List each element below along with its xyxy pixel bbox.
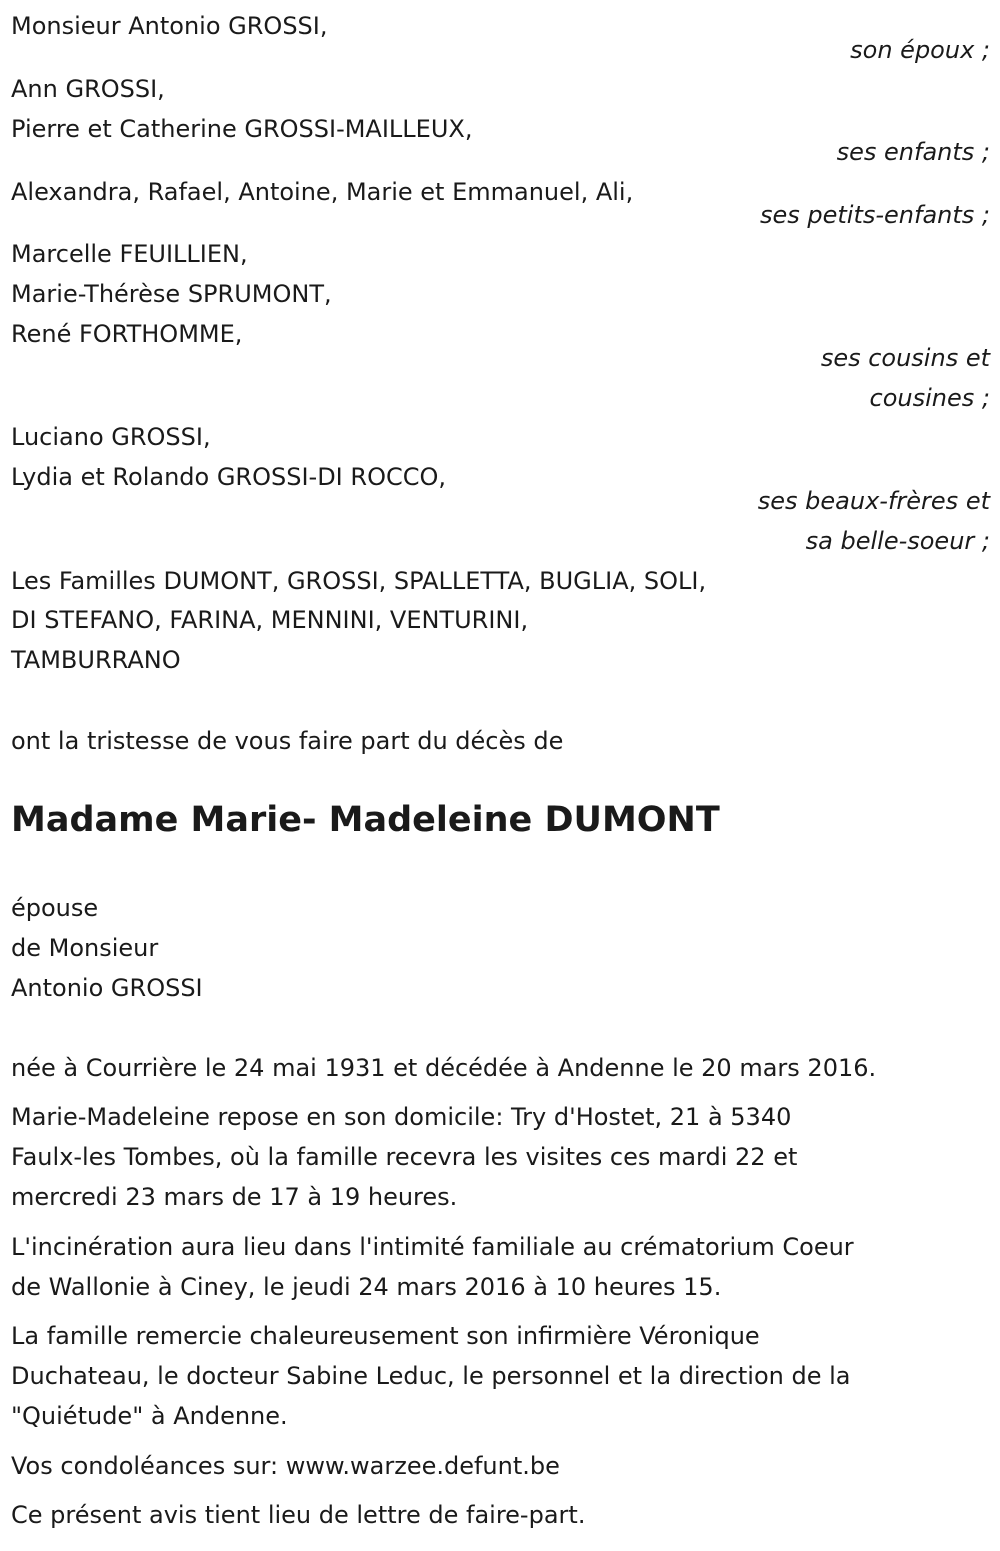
in-laws-role: sa belle-soeur ;	[805, 527, 990, 555]
grandchildren-role: ses petits-enfants ;	[759, 201, 990, 229]
cremation-text: de Wallonie à Ciney, le jeudi 24 mars 2016 à 10 heures 15.	[11, 1273, 722, 1301]
cousins-role: cousines ;	[869, 384, 990, 412]
families-line: TAMBURRANO	[11, 646, 181, 674]
announcement-text: ont la tristesse de vous faire part du décès de	[11, 727, 564, 755]
spouse-role: son époux ;	[850, 36, 990, 64]
in-laws-role: ses beaux-frères et	[757, 487, 990, 515]
child-name: Pierre et Catherine GROSSI-MAILLEUX,	[11, 115, 473, 143]
cousin-name: Marie-Thérèse SPRUMONT,	[11, 280, 332, 308]
in-law-name: Lydia et Rolando GROSSI-DI ROCCO,	[11, 463, 446, 491]
thanks-text: "Quiétude" à Andenne.	[11, 1402, 288, 1430]
thanks-text: La famille remercie chaleureusement son infirmière Véronique	[11, 1322, 760, 1350]
cremation-text: L'incinération aura lieu dans l'intimité familiale au crématorium Coeur	[11, 1233, 854, 1261]
thanks-text: Duchateau, le docteur Sabine Leduc, le personnel et la direction de la	[11, 1362, 851, 1390]
deceased-name: Madame Marie- Madeleine DUMONT	[11, 800, 720, 840]
condolences-text: Vos condoléances sur: www.warzee.defunt.be	[11, 1452, 560, 1480]
families-line: Les Familles DUMONT, GROSSI, SPALLETTA, BUGLIA, SOLI,	[11, 567, 707, 595]
cousin-name: René FORTHOMME,	[11, 320, 243, 348]
visitation-text: Faulx-les Tombes, où la famille recevra les visites ces mardi 22 et	[11, 1143, 798, 1171]
cousins-role: ses cousins et	[820, 344, 990, 372]
birth-death-text: née à Courrière le 24 mai 1931 et décédée à Andenne le 20 mars 2016.	[11, 1054, 877, 1082]
child-name: Ann GROSSI,	[11, 75, 165, 103]
children-role: ses enfants ;	[836, 138, 990, 166]
spouse-of-line: épouse	[11, 894, 99, 922]
cousin-name: Marcelle FEUILLIEN,	[11, 240, 248, 268]
in-law-name: Luciano GROSSI,	[11, 423, 211, 451]
spouse-name: Monsieur Antonio GROSSI,	[11, 12, 328, 40]
visitation-text: Marie-Madeleine repose en son domicile: Try d'Hostet, 21 à 5340	[11, 1103, 792, 1131]
closing-text: Ce présent avis tient lieu de lettre de faire-part.	[11, 1501, 586, 1529]
visitation-text: mercredi 23 mars de 17 à 19 heures.	[11, 1183, 458, 1211]
spouse-of-line: Antonio GROSSI	[11, 974, 203, 1002]
families-line: DI STEFANO, FARINA, MENNINI, VENTURINI,	[11, 606, 529, 634]
spouse-of-line: de Monsieur	[11, 934, 159, 962]
grandchildren-names: Alexandra, Rafael, Antoine, Marie et Emmanuel, Ali,	[11, 178, 634, 206]
